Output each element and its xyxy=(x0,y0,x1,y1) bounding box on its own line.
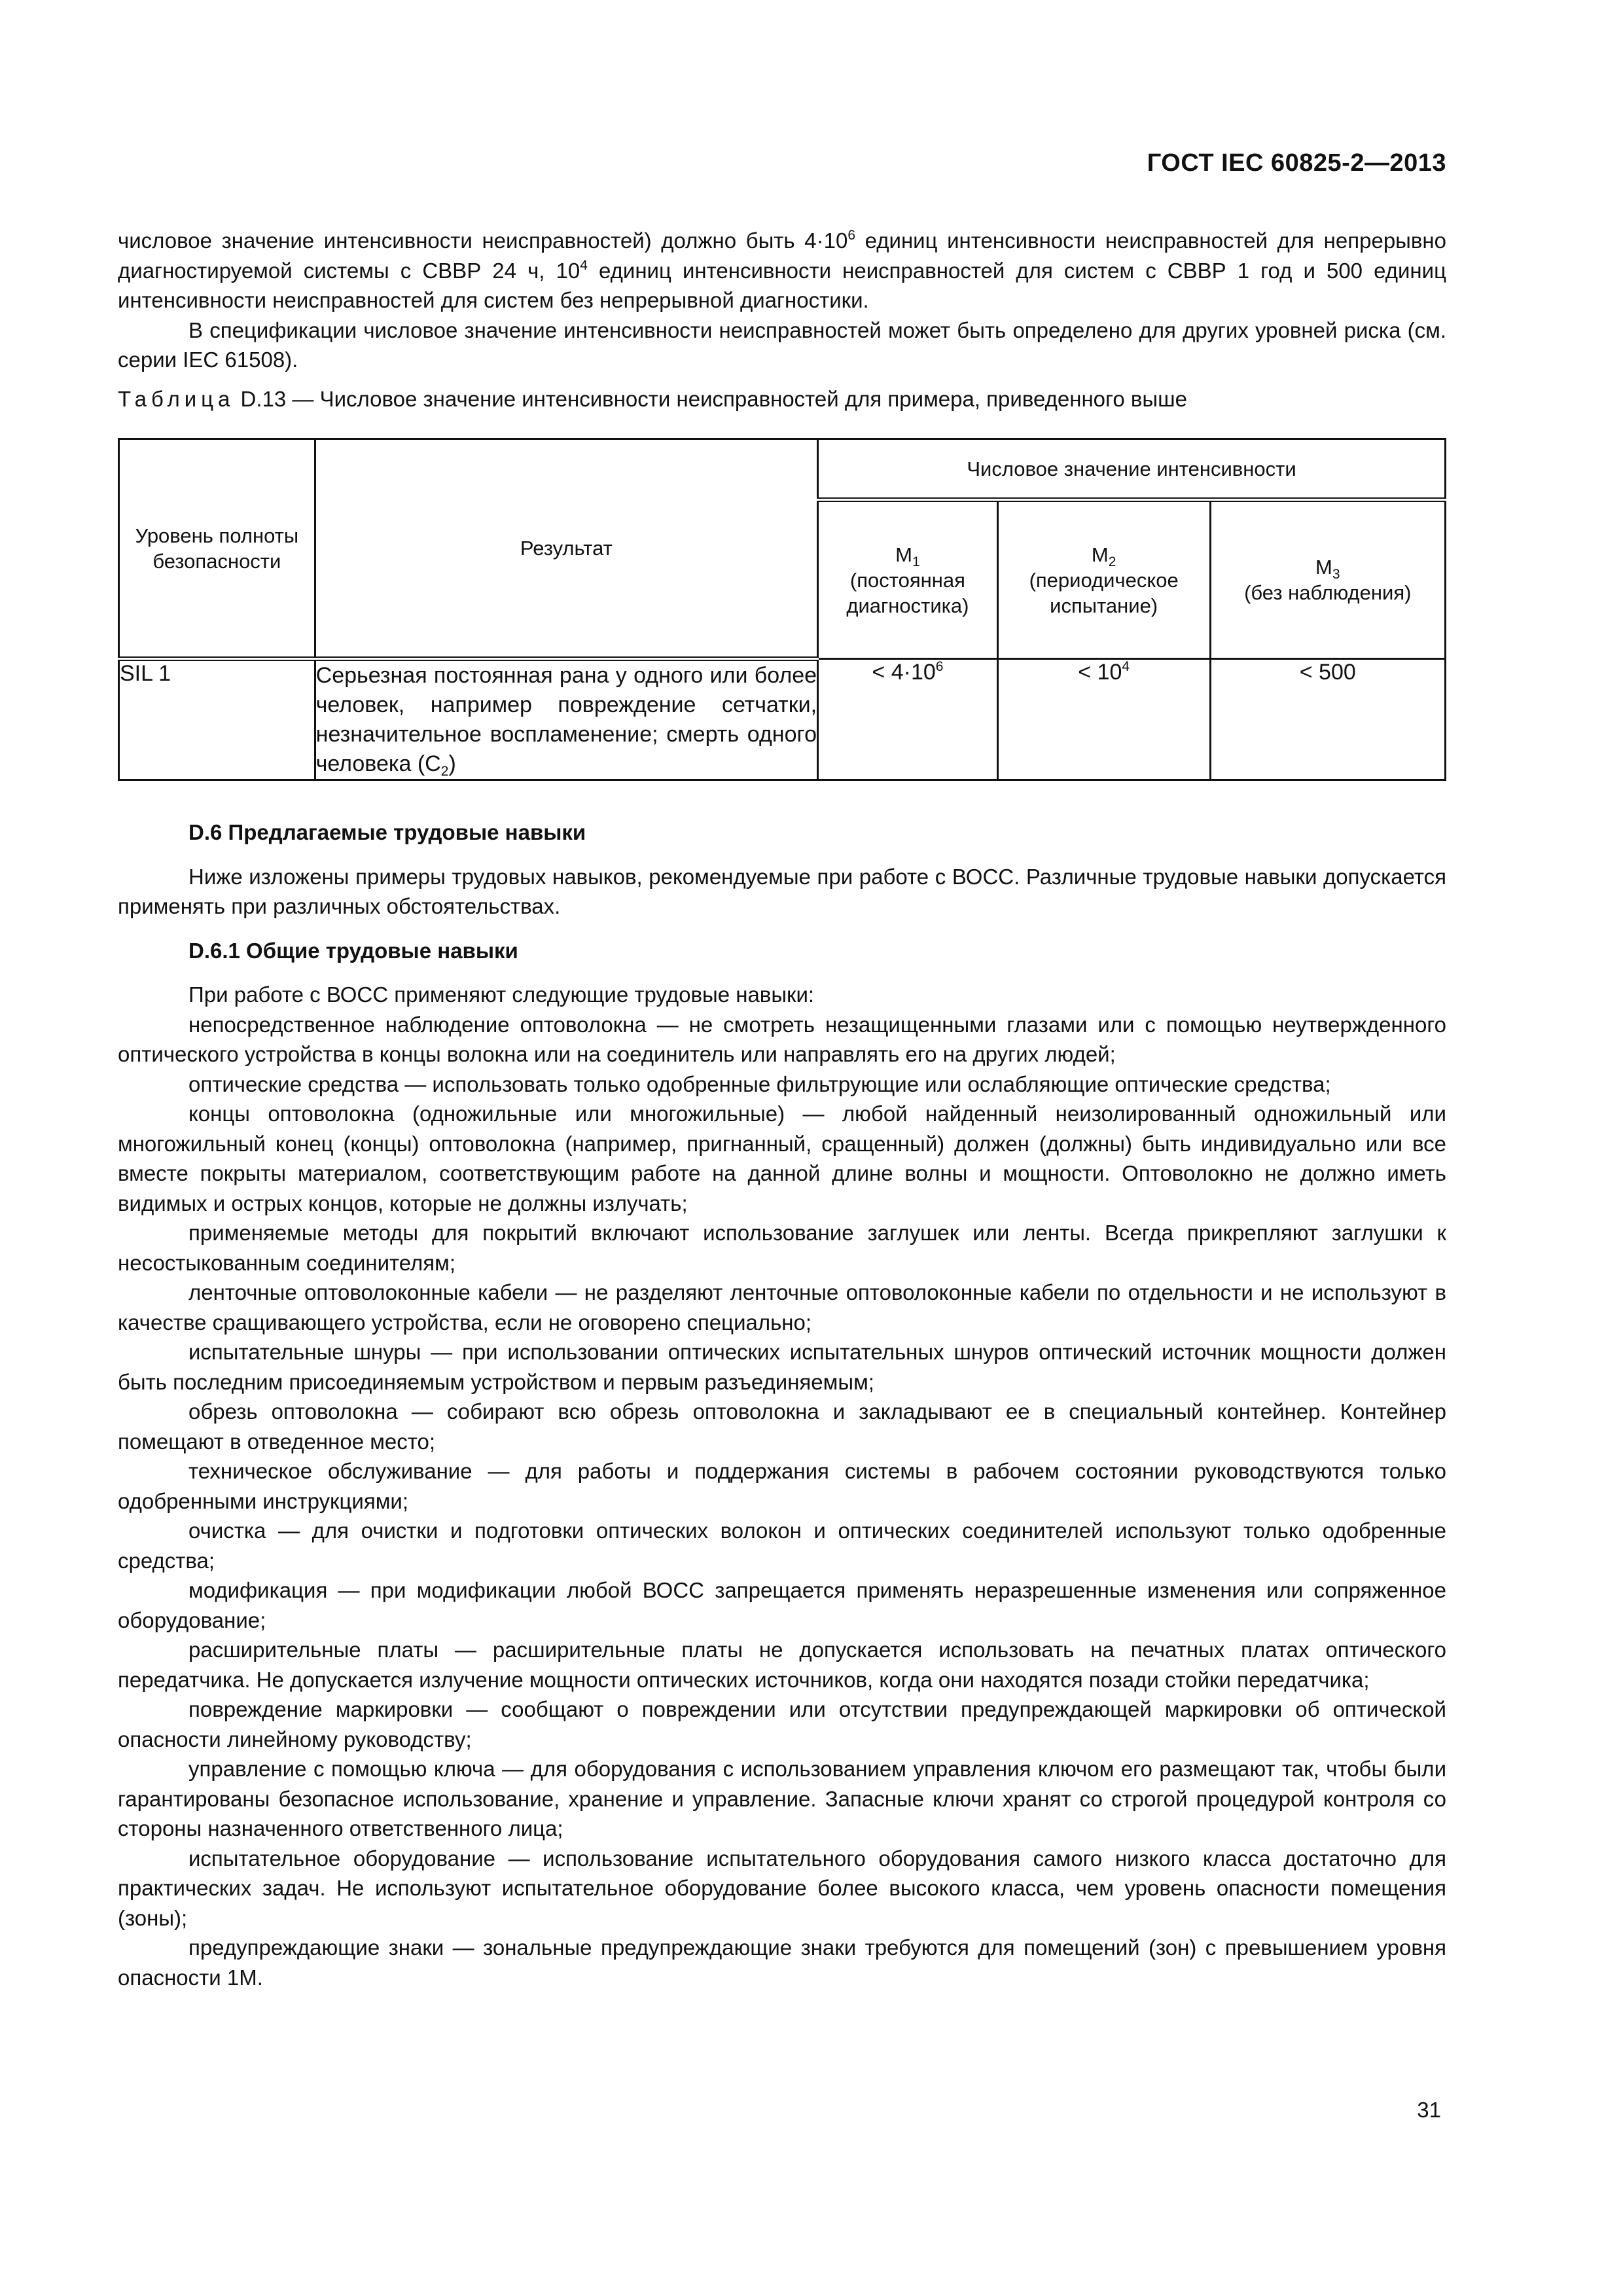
table-cell-result: Серьезная постоянная рана у одного или более человек, например повреждение сетчатки, незначительное воспламенение; смерть одного человека $(С_2)$ xyxy=(315,659,817,780)
failure-rate-table xyxy=(118,438,1446,781)
document-body xyxy=(118,226,1446,1992)
section-d6-text: Ниже изложены примеры трудовых навыков, рекомендуемые при работе с ВОСС. Различные трудовые навыки допускается применять при различных обстоятельствах. xyxy=(118,864,1446,918)
list-item: концы оптоволокна (одножильные или многожильные) — любой найденный неизолированный одножильный или многожильный конец (концы) оптоволокна (например, пригнанный, сращенный) должен (должны) быть индивидуально или все вместе покрыты материалом, соответствующим работе на данной длине волны и мощности. Оптоволокно не должно иметь видимых и острых концов, которые не должны излучать; xyxy=(118,1102,1446,1215)
list-item: предупреждающие знаки — зональные предупреждающие знаки требуются для помещений (зон) с превышением уровня опасности 1М. xyxy=(118,1935,1446,1990)
list-item: ленточные оптоволоконные кабели — не разделяют ленточные оптоволоконные кабели по отдельности и не используют в качестве сращивающего устройства, если не оговорено специально; xyxy=(118,1280,1446,1335)
list-item: обрезь оптоволокна — собирают всю обрезь оптоволокна и закладывают ее в специальный контейнер. Контейнер помещают в отведенное место; xyxy=(118,1399,1446,1454)
list-item: При работе с ВОСС применяют следующие трудовые навыки: xyxy=(188,982,815,1007)
list-item: испытательные шнуры — при использовании оптических испытательных шнуров оптический источник мощности должен быть последним присоединяемым устройством и первым разъединяемым; xyxy=(118,1340,1446,1394)
list-item: модификация — при модификации любой ВОСС запрещается применять неразрешенные изменения или сопряженное оборудование; xyxy=(118,1578,1446,1632)
table-caption: Таблица D.13 — Числовое значение интенсивности неисправностей для примера, приведенного выше xyxy=(118,386,1187,411)
table-header-m2: $M_2$ (периодическое испытание) xyxy=(997,500,1210,659)
list-item: повреждение маркировки — сообщают о повреждении или отсутствии предупреждающей маркировки об оптической опасности линейному руководству; xyxy=(118,1697,1446,1751)
list-item: применяемые методы для покрытий включают использование заглушек или ленты. Всегда прикрепляют заглушки к несостыкованным соединителям; xyxy=(118,1221,1446,1275)
section-d61-list xyxy=(118,980,1446,1992)
table-header-m3: $M_3$ (без наблюдения) xyxy=(1210,500,1446,659)
table-header-intensity: Числовое значение интенсивности xyxy=(818,439,1446,500)
document-header: ГОСТ IEC 60825-2—2013 xyxy=(1147,149,1446,177)
table-header-result: Результат xyxy=(315,439,817,659)
table-header-m1: $M_1$ (постоянная диагностика) xyxy=(818,500,998,659)
table-row xyxy=(119,659,1446,780)
list-item: испытательное оборудование — использование испытательного оборудования самого низкого класса достаточно для практических задач. Не используют испытательное оборудование более высокого класса, чем уровень опасности помещения (зоны); xyxy=(118,1846,1446,1930)
table-cell-m3: < 500 xyxy=(1210,659,1446,780)
section-heading-d61: D.6.1 Общие трудовые навыки xyxy=(188,938,518,963)
list-item: управление с помощью ключа — для оборудования с использованием управления ключом его размещают так, чтобы были гарантированы безопасное использование, хранение и управление. Запасные ключи хранят со строгой процедурой контроля со стороны назначенного ответственного лица; xyxy=(118,1757,1446,1840)
list-item: оптические средства — использовать только одобренные фильтрующие или ослабляющие оптические средства; xyxy=(188,1071,1331,1096)
table-cell-m1: < $4\cdot 10^6$ xyxy=(818,659,998,780)
table-header-level: Уровень полноты безопасности xyxy=(119,439,315,659)
list-item: очистка — для очистки и подготовки оптических волокон и оптических соединителей используют только одобренные средства; xyxy=(118,1518,1446,1573)
list-item: непосредственное наблюдение оптоволокна — не смотреть незащищенными глазами или с помощью неутвержденного оптического устройства в концы волокна или на соединитель или направлять его на других людей; xyxy=(118,1012,1446,1066)
table-cell-level: SIL 1 xyxy=(119,659,315,780)
section-heading-d6: D.6 Предлагаемые трудовые навыки xyxy=(188,820,586,844)
list-item: техническое обслуживание — для работы и поддержания системы в рабочем состоянии руководствуются только одобренными инструкциями; xyxy=(118,1459,1446,1513)
page-number: 31 xyxy=(1417,2098,1441,2122)
list-item: расширительные платы — расширительные платы не допускается использовать на печатных платах оптического передатчика. Не допускается излучение мощности оптических источников, когда они находятся позади стойки передатчика; xyxy=(118,1638,1446,1692)
intro-paragraph-2: В спецификации числовое значение интенсивности неисправностей может быть определено для других уровней риска (см. серии IEC 61508). xyxy=(118,317,1446,372)
intro-paragraph-1: числовое значение интенсивности неисправностей) должно быть $4\cdot 10^6$ единиц интенсивности неисправностей для непрерывно диагностируемой системы с СВВР 24 ч, $10^4$ единиц интенсивности неисправностей для систем с СВВР 1 год и 500 единиц интенсивности неисправностей для систем без непрерывной диагностики. xyxy=(118,228,1446,312)
table-cell-m2: < $10^4$ xyxy=(997,659,1210,780)
